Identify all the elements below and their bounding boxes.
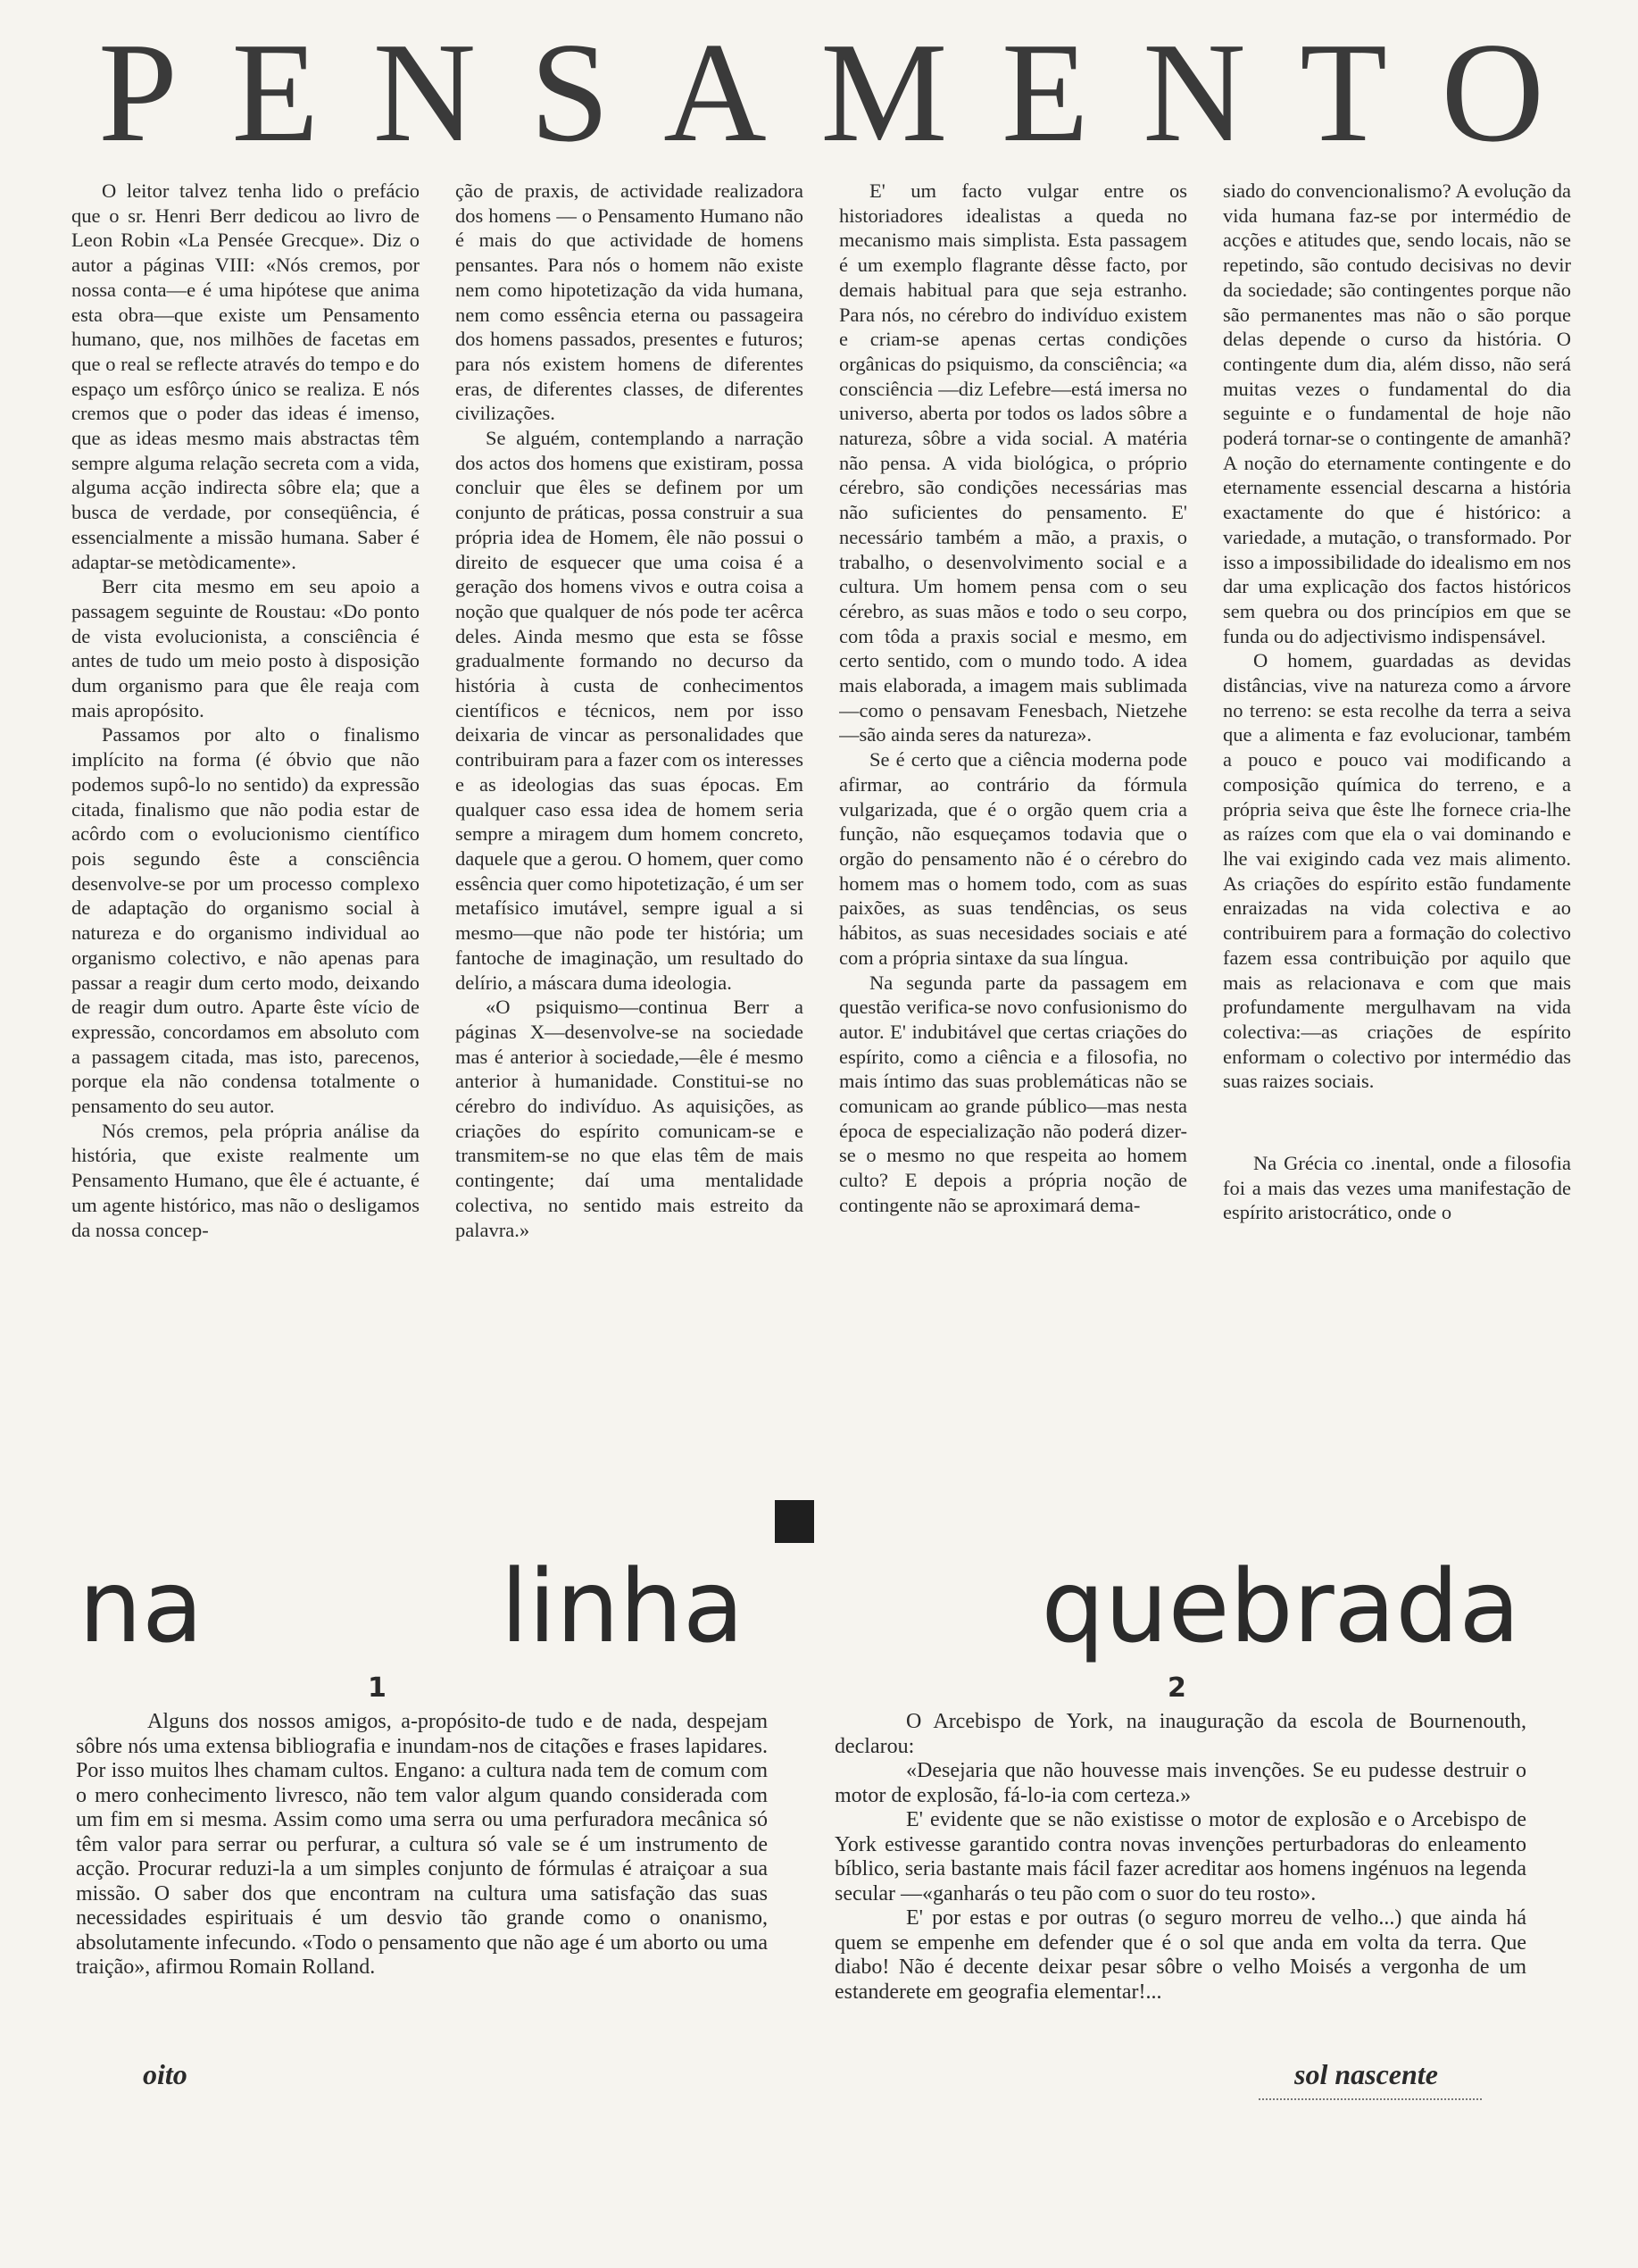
publication-name: sol nascente — [1294, 2058, 1438, 2090]
part-number: 2 — [1168, 1672, 1186, 1704]
title-letter: M — [820, 13, 948, 171]
paragraph: O leitor talvez tenha lido o prefácio que o sr. Henri Berr dedicou ao livro de Leon Robin «La Pensée Grecque». Diz o autor a páginas VIII: «Nós cremos, por nossa conta—e é uma hipótese que anima esta obra—que existe um Pensamento humano, que, nos milhões de facetas em que o real se reflecte através do tempo e do espaço um esfôrço único se realiza. E nós cremos que o poder das ideas é imenso, que as ideas mesmo mais abstractas têm sempre alguma relação secreta com a vida, alguma acção indirecta sôbre ela; que a busca de verdade, por conseqüência, é essencialmente a missão humana. Saber é adaptar-se metòdicamente». — [71, 179, 420, 573]
title-letter: T — [1300, 13, 1387, 171]
paragraph: Nós cremos, pela própria análise da história, que existe realmente um Pensamento Humano, que êle é actuante, é um agente histórico, mas não o desligamos da nossa concep- — [71, 1119, 420, 1241]
paragraph: Na Grécia co .inental, onde a filosofia foi a mais das vezes uma manifestação de espírito aristocrático, onde o — [1223, 1152, 1571, 1224]
article-column-2 — [455, 179, 803, 1473]
section-title-word: quebrada — [1041, 1549, 1520, 1665]
paragraph: E' evidente que se não existisse o motor de explosão e o Arcebispo de York estivesse garantido contra novas invenções perturbadoras do enleamento bíblico, seria bastante mais fácil fazer acreditar aos homens ingénuos na legenda secular —«ganharás o teu pão com o suor do teu rosto». — [835, 1808, 1526, 1905]
article-column-1 — [71, 179, 420, 1473]
paragraph: Se é certo que a ciência moderna pode afirmar, ao contrário da fórmula vulgarizada, que é o orgão quem cria a função, não esqueçamos todavia que o orgão do pensamento não é o cérebro do homem mas o homem todo, com as suas paixões, as suas tendências, os seus hábitos, as suas necesidades sociais e até com a própria sintaxe da sua língua. — [839, 748, 1187, 969]
section-title-word: na — [79, 1549, 204, 1665]
article-columns — [71, 179, 1571, 1473]
part-1-text — [76, 1710, 768, 1980]
paragraph: «Desejaria que não houvesse mais invenções. Se eu pudesse destruir o motor de explosão, fá-lo-ia com certeza.» — [835, 1759, 1526, 1807]
page-title — [98, 13, 1544, 171]
title-letter: O — [1441, 13, 1544, 171]
title-letter: A — [663, 13, 767, 171]
paragraph: Passamos por alto o finalismo implícito na forma (é óbvio que não podemos supô-lo no sentido) da expressão citada, finalismo que não podia estar de acôrdo com o evolucionismo científico pois segundo êste a consciência desenvolve-se por um processo complexo de adaptação do organismo social à natureza e do organismo individual ao organismo colectivo, e não apenas para passar a reagir dum certo modo, deixando de reagir dum outro. Aparte êste vício de expressão, concordamos em absoluto com a passagem citada, mas isto, parecenos, porque ela não condensa totalmente o pensamento do seu autor. — [71, 723, 420, 1118]
article-column-3 — [839, 179, 1187, 1473]
section-title — [79, 1549, 1520, 1665]
footer-rule — [1259, 2097, 1482, 2100]
paragraph: O Arcebispo de York, na inauguração da escola de Bournenouth, declarou: — [835, 1710, 1526, 1758]
paragraph: E' por estas e por outras (o seguro morreu de velho...) que ainda há quem se empenhe em defender que é o sol que anda em volta da terra. Que diabo! Não é decente deixar pesar sôbre o velho Moisés a vergonha de um estanderete em geografia elementar!... — [835, 1906, 1526, 2004]
part-number: 1 — [368, 1672, 387, 1704]
paragraph: «O psiquismo—continua Berr a páginas X—desenvolve-se na sociedade mas é anterior à sociedade,—êle é mesmo anterior à humanidade. Constitui-se no cérebro do indivíduo. As aquisições, as criações do espírito comunicam-se e transmitem-se no que elas têm de mais contingente; daí uma mentalidade colectiva, no sentido mais estreito da palavra.» — [455, 996, 803, 1241]
title-letter: E — [1001, 13, 1089, 171]
title-letter: N — [372, 13, 477, 171]
paragraph: E' um facto vulgar entre os historiadores idealistas a queda no mecanismo mais simplista. Esta passagem é um exemplo flagrante dêsse facto, por demais habitual para que seja estranho. Para nós, no cérebro do indivíduo existem e criam-se apenas certas condições orgânicas do psiquismo, da consciência; «a consciência —diz Lefebre—está imersa no universo, aberta por todos os lados sôbre a natureza, sôbre a vida social. A matéria não pensa. A vida biológica, o próprio cérebro, são condições necessárias mas não suficientes do pensamento. E' necessário também a mão, a praxis, o trabalho, o desenvolvimento social e a cultura. Um homem pensa com o seu cérebro, as suas mãos e todo o seu corpo, com tôda a praxis social e mesmo, em certo sentido, com o mundo todo. A idea mais elaborada, a imagem mais sublimada—como o pensavam Fenesbach, Nietzehe—são ainda seres da natureza». — [839, 179, 1187, 746]
section-divider-square — [775, 1500, 814, 1543]
title-letter: E — [231, 13, 320, 171]
paragraph: ção de praxis, de actividade realizadora dos homens — o Pensamento Humano não é mais do que actividade de homens pensantes. Para nós o homem não existe nem como hipotetização da vida humana, nem como essência eterna ou passageira dos homens passados, presentes e futuros; para nós existem homens de diferentes eras, de diferentes classes, de diferentes civilizações. — [455, 179, 803, 425]
paragraph: siado do convencionalismo? A evolução da vida humana faz-se por intermédio de acções e atitudes que, sendo locais, não se repetindo, são contudo decisivas no devir da sociedade; são contingentes porque não são permanentes mas não o são porque delas depende o curso da história. O contingente dum dia, além disso, não será muitas vezes o fundamental do dia seguinte e o fundamental de hoje não poderá tornar-se o contingente de amanhã? A noção do eternamente contingente e do eternamente essencial descarna a história exactamente do que é histórico: a variedade, a mutação, o transformado. Por isso a impossibilidade do idealismo em nos dar uma explicação dos factos históricos sem quebra ou dos princípios em que se funda ou do adjectivismo indispensável. — [1223, 179, 1571, 647]
part-2-text — [835, 1710, 1526, 2005]
paragraph: O homem, guardadas as devidas distâncias, vive na natureza como a árvore no terreno: se esta recolhe da terra a seiva que a alimenta e faz evolucionar, também a pouco e pouco vai modificando a composição química do terreno, e a própria seiva que êste lhe fornece cria-lhe as raízes com que ela o vai dominando e lhe vai exigindo cada vez mais alimento. As criações do espírito estão fundamente enraizadas na vida colectiva e ao contribuirem para a formação do colectivo fazem essa contribuição por aquilo que mais as relacionava e com que mais profundamente mergulhavam na vida colectiva:—as criações de espírito enformam o colectivo por intermédio das suas raizes sociais. — [1223, 649, 1571, 1093]
paragraph: Berr cita mesmo em seu apoio a passagem seguinte de Roustau: «Do ponto de vista evolucionista, a consciência é antes de tudo um meio posto à disposição dum organismo para que êle reaja com mais apropósito. — [71, 575, 420, 721]
title-letter: N — [1143, 13, 1246, 171]
paragraph: Na segunda parte da passagem em questão verifica-se novo confusionismo do autor. E' indubitável que certas criações do espírito, como a ciência e a filosofia, no mais íntimo das suas problemáticas não se comunicam ao grande público—mas nesta época de especialização não poderá dizer-se o mesmo no que respeita ao homem culto? E depois a própria noção de contingente não se aproximará dema- — [839, 971, 1187, 1216]
title-letter: P — [98, 13, 178, 171]
article-column-4 — [1223, 179, 1571, 1473]
paragraph: Se alguém, contemplando a narração dos actos dos homens que existiram, possa concluir que êles se definem por um conjunto de práticas, possa construir a sua própria idea de Homem, êle não possui o direito de esquecer que uma coisa é a geração dos homens vivos e outra coisa a noção que qualquer de nós pode ter acêrca deles. Ainda mesmo que esta se fôsse gradualmente formando no decurso da história à custa de conhecimentos científicos e técnicos, nem por isso deixaria de vincar as personalidades que contribuiram para a fazer com os interesses e as ideologias das suas épocas. Em qualquer caso essa idea de homem seria sempre a miragem dum homem concreto, daquele que a gerou. O homem, quer como essência quer como hipotetização, é um ser metafísico imutável, sempre igual a si mesmo—que não pode ter história; um fantoche de imaginação, um resultado do delírio, a máscara duma ideologia. — [455, 427, 803, 994]
title-letter: S — [529, 13, 610, 171]
section-title-word: linha — [500, 1549, 744, 1665]
page-number-label: oito — [143, 2058, 187, 2090]
paragraph: Alguns dos nossos amigos, a-propósito-de tudo e de nada, despejam sôbre nós uma extensa bibliografia e inundam-nos de citações e frases lapidares. Por isso muitos lhes chamam cultos. Engano: a cultura nada tem de comum com o mero conhecimento livresco, não tem valor algum quando considerada com um fim em si mesma. Assim como uma serra ou uma perfuradora mecânica só têm valor para serrar ou perfurar, a cultura só vale se é um instrumento de acção. Procurar reduzi-la a um simples conjunto de fórmulas é atraiçoar a sua missão. O saber dos que encontram na cultura uma satisfação das suas necessidades espirituais é um desvio tão grande como o onanismo, absolutamente infecundo. «Todo o pensamento que não age é um aborto ou uma traição», afirmou Romain Rolland. — [76, 1710, 768, 1979]
